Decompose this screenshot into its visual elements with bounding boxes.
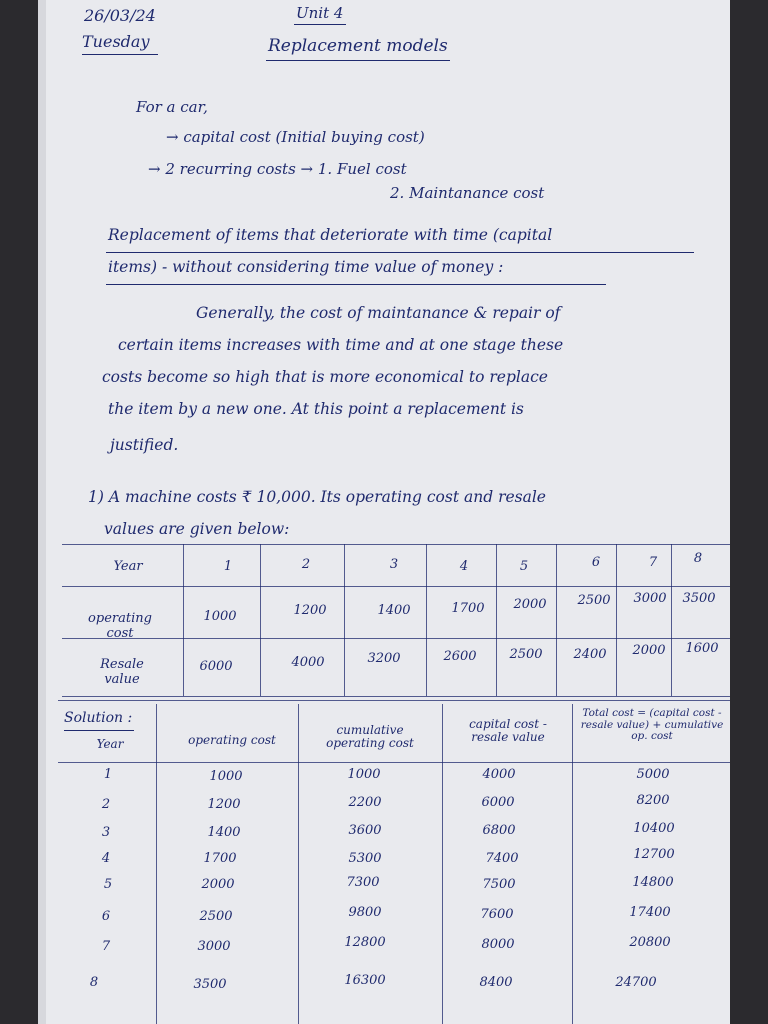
given-op-5: 2000 bbox=[513, 597, 547, 612]
given-op-1: 1000 bbox=[203, 609, 237, 624]
sol-header-year: Year bbox=[96, 737, 124, 751]
title-underline bbox=[266, 60, 450, 61]
sol-r4-year: 4 bbox=[101, 851, 111, 866]
sol-r8-op: 3500 bbox=[193, 977, 227, 992]
sol-r7-total: 20800 bbox=[629, 935, 671, 950]
sol-r1-total: 5000 bbox=[636, 767, 670, 782]
sol-r8-total: 24700 bbox=[615, 975, 657, 990]
given-rv-7: 2000 bbox=[632, 643, 666, 658]
solution-underline bbox=[64, 730, 134, 731]
day-underline bbox=[82, 54, 158, 55]
given-op-2: 1200 bbox=[293, 603, 327, 618]
given-row-label-operating: operating cost bbox=[88, 611, 152, 641]
notebook-page bbox=[38, 0, 730, 1024]
sol-r7-op: 3000 bbox=[197, 939, 231, 954]
sol-header-total: Total cost = (capital cost - resale value) + cumulative op. cost bbox=[580, 707, 724, 743]
section-heading-2: items) - without considering time value of money : bbox=[108, 258, 504, 276]
problem-line-1: 1) A machine costs ₹ 10,000. Its operating cost and resale bbox=[88, 488, 546, 506]
given-year-4: 4 bbox=[459, 559, 469, 574]
sol-r6-year: 6 bbox=[101, 909, 111, 924]
section-heading-1: Replacement of items that deteriorate with time (capital bbox=[108, 226, 553, 244]
given-op-8: 3500 bbox=[682, 591, 716, 606]
given-op-6: 2500 bbox=[577, 593, 611, 608]
given-row-label-resale: Resale value bbox=[100, 657, 144, 687]
sol-r4-total: 12700 bbox=[633, 847, 675, 862]
sol-r1-op: 1000 bbox=[209, 769, 243, 784]
page-title: Replacement models bbox=[268, 36, 448, 56]
heading-underline-1 bbox=[106, 252, 694, 253]
given-year-8: 8 bbox=[693, 551, 703, 566]
sol-r3-total: 10400 bbox=[633, 821, 675, 836]
sol-r2-total: 8200 bbox=[636, 793, 670, 808]
sol-r5-cap: 7500 bbox=[482, 877, 516, 892]
given-year-6: 6 bbox=[591, 555, 601, 570]
sol-r8-year: 8 bbox=[89, 975, 99, 990]
intro-line-1: For a car, bbox=[136, 98, 208, 116]
sol-r6-cap: 7600 bbox=[480, 907, 514, 922]
sol-r5-total: 14800 bbox=[632, 875, 674, 890]
given-rv-6: 2400 bbox=[573, 647, 607, 662]
given-rv-5: 2500 bbox=[509, 647, 543, 662]
sol-r3-op: 1400 bbox=[207, 825, 241, 840]
given-rv-8: 1600 bbox=[685, 641, 719, 656]
intro-line-2: → capital cost (Initial buying cost) bbox=[166, 128, 425, 146]
sol-r4-op: 1700 bbox=[203, 851, 237, 866]
given-rv-2: 4000 bbox=[291, 655, 325, 670]
sol-r7-year: 7 bbox=[101, 939, 111, 954]
given-rv-1: 6000 bbox=[199, 659, 233, 674]
para-line-3: costs become so high that is more economical to replace bbox=[102, 368, 548, 386]
sol-r8-cum: 16300 bbox=[344, 973, 386, 988]
sol-r3-cap: 6800 bbox=[482, 823, 516, 838]
sol-r1-cap: 4000 bbox=[482, 767, 516, 782]
sol-r2-cum: 2200 bbox=[348, 795, 382, 810]
intro-line-3: → 2 recurring costs → 1. Fuel cost bbox=[148, 160, 407, 178]
sol-r2-op: 1200 bbox=[207, 797, 241, 812]
sol-r7-cap: 8000 bbox=[481, 937, 515, 952]
sol-r4-cap: 7400 bbox=[485, 851, 519, 866]
unit-underline bbox=[294, 24, 346, 25]
para-line-1: Generally, the cost of maintanance & repair of bbox=[196, 304, 561, 322]
page-margin bbox=[38, 0, 46, 1024]
sol-header-capital: capital cost - resale value bbox=[469, 717, 547, 745]
day: Tuesday bbox=[82, 32, 150, 51]
given-op-3: 1400 bbox=[377, 603, 411, 618]
para-line-5: justified. bbox=[110, 436, 179, 454]
sol-header-cumulative: cumulative operating cost bbox=[326, 723, 414, 751]
sol-r4-cum: 5300 bbox=[348, 851, 382, 866]
given-year-1: 1 bbox=[223, 559, 233, 574]
sol-r1-year: 1 bbox=[103, 767, 113, 782]
sol-r5-op: 2000 bbox=[201, 877, 235, 892]
given-op-4: 1700 bbox=[451, 601, 485, 616]
intro-line-4: 2. Maintanance cost bbox=[390, 184, 545, 202]
sol-r5-year: 5 bbox=[103, 877, 113, 892]
problem-line-2: values are given below: bbox=[104, 520, 290, 538]
sol-r7-cum: 12800 bbox=[344, 935, 386, 950]
given-op-7: 3000 bbox=[633, 591, 667, 606]
para-line-4: the item by a new one. At this point a replacement is bbox=[108, 400, 524, 418]
sol-r2-year: 2 bbox=[101, 797, 111, 812]
given-row-label-year: Year bbox=[113, 559, 143, 574]
sol-r6-cum: 9800 bbox=[348, 905, 382, 920]
heading-underline-2 bbox=[106, 284, 606, 285]
unit-label: Unit 4 bbox=[296, 4, 344, 22]
sol-r3-year: 3 bbox=[101, 825, 111, 840]
sol-r5-cum: 7300 bbox=[346, 875, 380, 890]
date: 26/03/24 bbox=[84, 6, 156, 25]
given-rv-3: 3200 bbox=[367, 651, 401, 666]
given-year-7: 7 bbox=[648, 555, 658, 570]
para-line-2: certain items increases with time and at one stage these bbox=[118, 336, 564, 354]
given-year-5: 5 bbox=[519, 559, 529, 574]
sol-r6-total: 17400 bbox=[629, 905, 671, 920]
sol-r2-cap: 6000 bbox=[481, 795, 515, 810]
given-rv-4: 2600 bbox=[443, 649, 477, 664]
solution-label: Solution : bbox=[64, 710, 133, 726]
given-year-2: 2 bbox=[301, 557, 311, 572]
sol-header-operating: operating cost bbox=[188, 733, 276, 747]
sol-r8-cap: 8400 bbox=[479, 975, 513, 990]
sol-r3-cum: 3600 bbox=[348, 823, 382, 838]
given-year-3: 3 bbox=[389, 557, 399, 572]
sol-r6-op: 2500 bbox=[199, 909, 233, 924]
sol-r1-cum: 1000 bbox=[347, 767, 381, 782]
